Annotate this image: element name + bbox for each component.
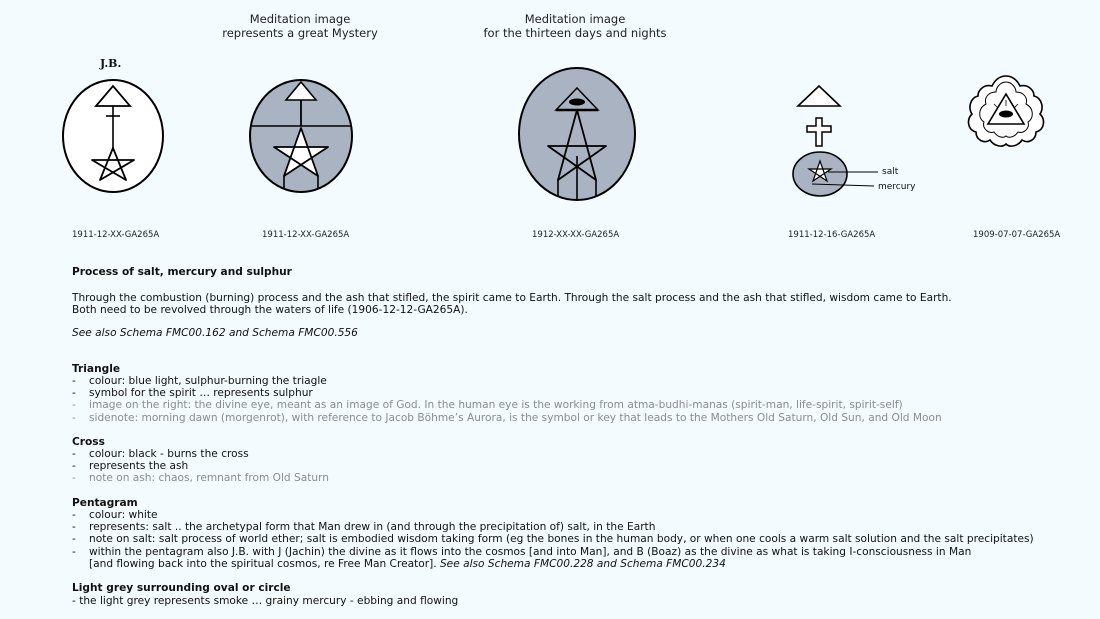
figure-2-grey-oval-pentagram [246, 76, 356, 196]
intro-line-2: Both need to be revolved through the waters of life (1906-12-12-GA265A). [72, 304, 468, 316]
triangle-title: Triangle [72, 363, 121, 375]
figure-1-code: 1911-12-XX-GA265A [72, 230, 160, 240]
figure-2-caption-line1: Meditation image [249, 12, 351, 26]
triangle-item: - sidenote: morning dawn (morgenrot), with reference to Jacob Böhme’s Aurora, is the symbol or key that leads to the Mothers Old Saturn, Old Sun, and Old Moon [72, 412, 942, 424]
pentagram-item-continuation [72, 558, 1034, 570]
intro-line-1: Through the combustion (burning) process and the ash that stifled, the spirit came to Earth. Through the salt process and the ash that stifled, wisdom came to Earth. [72, 292, 952, 304]
figure-3-eye-oval-pentagram [516, 64, 638, 204]
cross-item: - note on ash: chaos, remnant from Old Saturn [72, 472, 329, 484]
oval-title: Light grey surrounding oval or circle [72, 582, 291, 594]
triangle-list [72, 375, 942, 424]
cross-item: - colour: black - burns the cross [72, 448, 329, 460]
triangle-item: - colour: blue light, sulphur-burning the triagle [72, 375, 942, 387]
section-title: Process of salt, mercury and sulphur [72, 266, 292, 278]
figure-5-cloud-eye [964, 70, 1048, 150]
oval-item: - the light grey represents smoke … grainy mercury - ebbing and flowing [72, 595, 459, 607]
pentagram-item: - colour: white [72, 509, 1034, 521]
pentagram-item: - note on salt: salt process of world ether; salt is embodied wisdom taking form (eg the bones in the human body, or when one cools a warm salt solution and the salt precipitates) [72, 533, 1034, 545]
figure-3-code: 1912-XX-XX-GA265A [532, 230, 620, 240]
triangle-item: - symbol for the spirit … represents sulphur [72, 387, 942, 399]
figure-4-mercury-label: mercury [878, 182, 916, 192]
pentagram-see-also-link[interactable]: See also Schema FMC00.228 and Schema FMC00.234 [436, 557, 726, 570]
pentagram-item: - within the pentagram also J.B. with J (Jachin) the divine as it flows into the cosmos [and into Man], and B (Boaz) as the divine as what is taking I-consciousness in Man [72, 546, 1034, 558]
figure-2-caption-line2: represents a great Mystery [222, 26, 378, 40]
cross-item: - represents the ash [72, 460, 329, 472]
see-also-link[interactable]: See also Schema FMC00.162 and Schema FMC00.556 [72, 327, 358, 339]
pentagram-list [72, 509, 1034, 570]
figure-2-code: 1911-12-XX-GA265A [262, 230, 350, 240]
figure-1-oval-pentagram [58, 76, 168, 196]
triangle-item: - image on the right: the divine eye, meant as an image of God. In the human eye is the working from atma-budhi-manas (spirit-man, life-spirit, spirit-self) [72, 399, 942, 411]
pentagram-item: - represents: salt .. the archetypal form that Man drew in (and through the precipitation of) salt, in the Earth [72, 521, 1034, 533]
pentagram-title: Pentagram [72, 497, 138, 509]
figure-1-label: J.B. [100, 57, 122, 70]
pentagram-cont-text: [and flowing back into the spiritual cosmos, re Free Man Creator]. [89, 557, 437, 570]
figure-5-code: 1909-07-07-GA265A [973, 230, 1061, 240]
figure-4-code: 1911-12-16-GA265A [788, 230, 876, 240]
figure-3-caption-line1: Meditation image [524, 12, 626, 26]
figure-3-caption-line2: for the thirteen days and nights [483, 26, 667, 40]
cross-list [72, 448, 329, 485]
cross-title: Cross [72, 436, 105, 448]
figure-4-salt-label: salt [882, 167, 899, 177]
